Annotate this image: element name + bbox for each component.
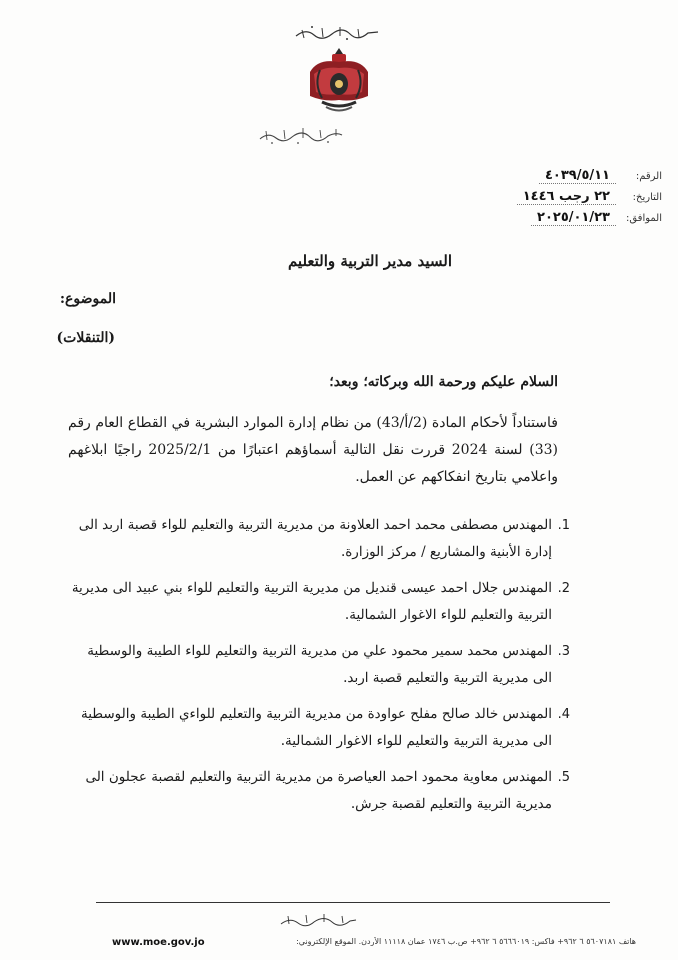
transfer-item <box>65 701 570 755</box>
transfer-text: المهندس خالد صالح مفلح عواودة من مديرية التربية والتعليم للواءي الطيبة والوسطية الى مديرية التربية والتعليم للواء الاغوار الشمالية. <box>80 706 552 749</box>
transfer-text: المهندس جلال احمد عيسى قنديل من مديرية التربية والتعليم للواء بني عبيد الى مديرية التربية والتعليم للواء الاغوار الشمالية. <box>71 580 552 623</box>
website-link[interactable]: www.moe.gov.jo <box>112 937 205 948</box>
transfers-list <box>65 512 570 827</box>
gregorian-date-label: الموافق: <box>625 213 662 224</box>
hijri-date-label: التاريخ: <box>632 192 662 203</box>
transfer-text: المهندس محمد سمير محمود علي من مديرية التربية والتعليم للواء الطيبة والوسطية الى مديرية التربية والتعليم قصبة اربد. <box>87 643 552 686</box>
footer-divider <box>96 902 610 903</box>
transfer-number: 3. <box>557 644 570 659</box>
transfer-item <box>65 575 570 629</box>
transfer-item <box>65 512 570 566</box>
kingdom-calligraphy-logo <box>278 910 358 930</box>
hijri-date-value: ٢٢ رجب ١٤٤٦ <box>517 189 616 205</box>
coat-of-arms-emblem <box>302 44 376 116</box>
addressee: السيد مدير التربية والتعليم <box>287 252 452 270</box>
subject: (التنقلات) <box>56 330 115 346</box>
reference-number-value: ٤٠٣٩/٥/١١ <box>539 168 616 184</box>
transfer-number: 2. <box>557 581 570 596</box>
transfer-item <box>65 638 570 692</box>
footer-contact-info: هاتف ٥٦٠٧١٨١ ٦ ٩٦٢+ فاكس: ٥٦٦٦٠١٩ ٦ ٩٦٢+ ص.ب ١٧٤٦ عمان ١١١١٨ الأردن. الموقع الإلكتروني: <box>296 937 636 946</box>
transfer-number: 4. <box>557 707 570 722</box>
transfer-item <box>65 764 570 818</box>
transfer-number: 5. <box>557 770 570 785</box>
basmala-calligraphy <box>292 22 382 42</box>
transfer-text: المهندس مصطفى محمد احمد العلاونة من مديرية التربية والتعليم للواء قصبة اربد الى إدارة الأبنية والمشاريع / مركز الوزارة. <box>78 517 552 560</box>
reference-number-label: الرقم: <box>635 171 662 182</box>
ministry-calligraphy-logo <box>258 124 344 146</box>
greeting: السلام عليكم ورحمة الله وبركاته؛ وبعد؛ <box>329 374 558 390</box>
reference-block <box>462 168 662 231</box>
intro-paragraph: فاستناداً لأحكام المادة (2/أ/43) من نظام إدارة الموارد البشرية في القطاع العام رقم (33) لسنة 2024 قررت نقل التالية أسماؤهم اعتبارًا من 2025/2/1 راجيًا ابلاغهم واعلامي بتاريخ انفكاكهم عن العمل. <box>68 415 558 485</box>
hijri-date-row <box>462 189 662 210</box>
subject-label: الموضوع: <box>59 291 116 307</box>
transfer-number: 1. <box>557 518 570 533</box>
gregorian-date-row <box>462 210 662 231</box>
reference-number-row <box>462 168 662 189</box>
transfer-text: المهندس معاوية محمود احمد العياصرة من مديرية التربية والتعليم لقصبة عجلون الى مديرية التربية والتعليم لقصبة جرش. <box>85 769 552 812</box>
gregorian-date-value: ٢٠٢٥/٠١/٢٣ <box>531 210 616 226</box>
